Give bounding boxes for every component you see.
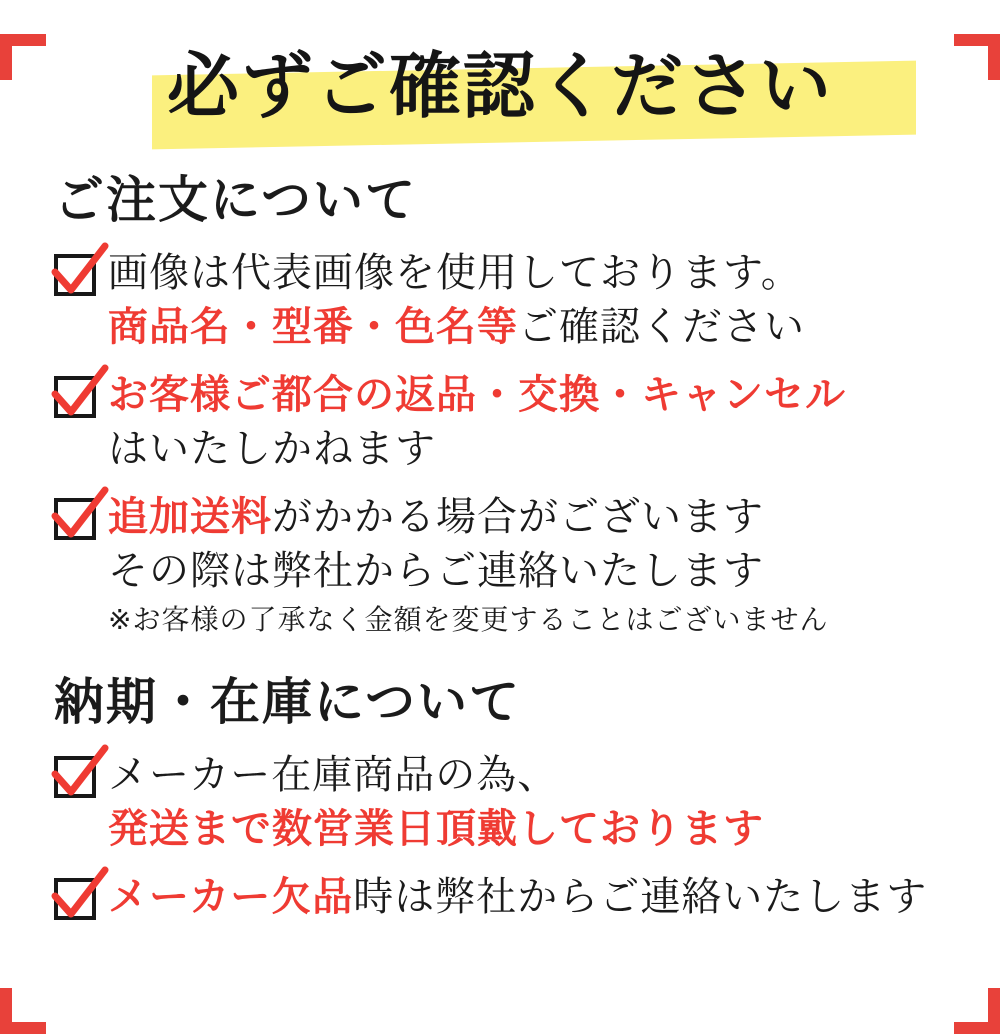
list-item-line: メーカー在庫商品の為、: [108, 752, 559, 798]
list-item: [54, 490, 960, 640]
list-item-lines: [108, 748, 960, 856]
list-item-note: ※お客様の了承なく金額を変更することはございません: [108, 603, 829, 636]
list-item-lines: [108, 870, 960, 924]
list-item-lines: [108, 490, 960, 640]
plain-text: 時は弊社からご連絡いたします: [353, 874, 928, 920]
notice-page: [0, 34, 1000, 1034]
corner-accent-bottom-left-vertical: [0, 988, 12, 1034]
list-item-line: [108, 300, 960, 354]
list-item: [54, 246, 960, 354]
list-item: [54, 748, 960, 856]
list-item-line: [108, 870, 960, 924]
list-item-line: その際は弊社からご連絡いたします: [108, 548, 764, 594]
plain-text: がかかる場合がございます: [272, 494, 764, 540]
list-item-line: [108, 490, 960, 544]
section-heading-delivery: 納期・在庫について: [54, 673, 521, 731]
emphasis-text: 商品名・型番・色名等: [108, 304, 518, 350]
list-item-lines: [108, 368, 960, 476]
checkbox-check-icon: [54, 878, 96, 920]
checkbox-check-icon: [54, 498, 96, 540]
section-heading-orders: ご注文について: [54, 171, 417, 229]
list-item-line: 画像は代表画像を使用しております。: [108, 250, 802, 296]
page-title-block: [40, 34, 960, 144]
corner-accent-top-right-vertical: [988, 34, 1000, 80]
list-item-line: 発送まで数営業日頂戴しております: [108, 806, 764, 852]
list-item: [54, 368, 960, 476]
checkbox-check-icon: [54, 254, 96, 296]
corner-accent-top-left-vertical: [0, 34, 12, 80]
checkbox-check-icon: [54, 756, 96, 798]
list-item-lines: [108, 246, 960, 354]
emphasis-text: 追加送料: [108, 494, 272, 540]
emphasis-text: メーカー欠品: [108, 874, 354, 920]
list-item-line: はいたしかねます: [108, 426, 436, 472]
plain-text: ご確認ください: [518, 304, 805, 350]
list-item: [54, 870, 960, 924]
page-title: 必ずご確認ください: [166, 44, 833, 128]
checkbox-check-icon: [54, 376, 96, 418]
list-item-line: お客様ご都合の返品・交換・キャンセル: [108, 372, 846, 418]
corner-accent-bottom-right-vertical: [988, 988, 1000, 1034]
